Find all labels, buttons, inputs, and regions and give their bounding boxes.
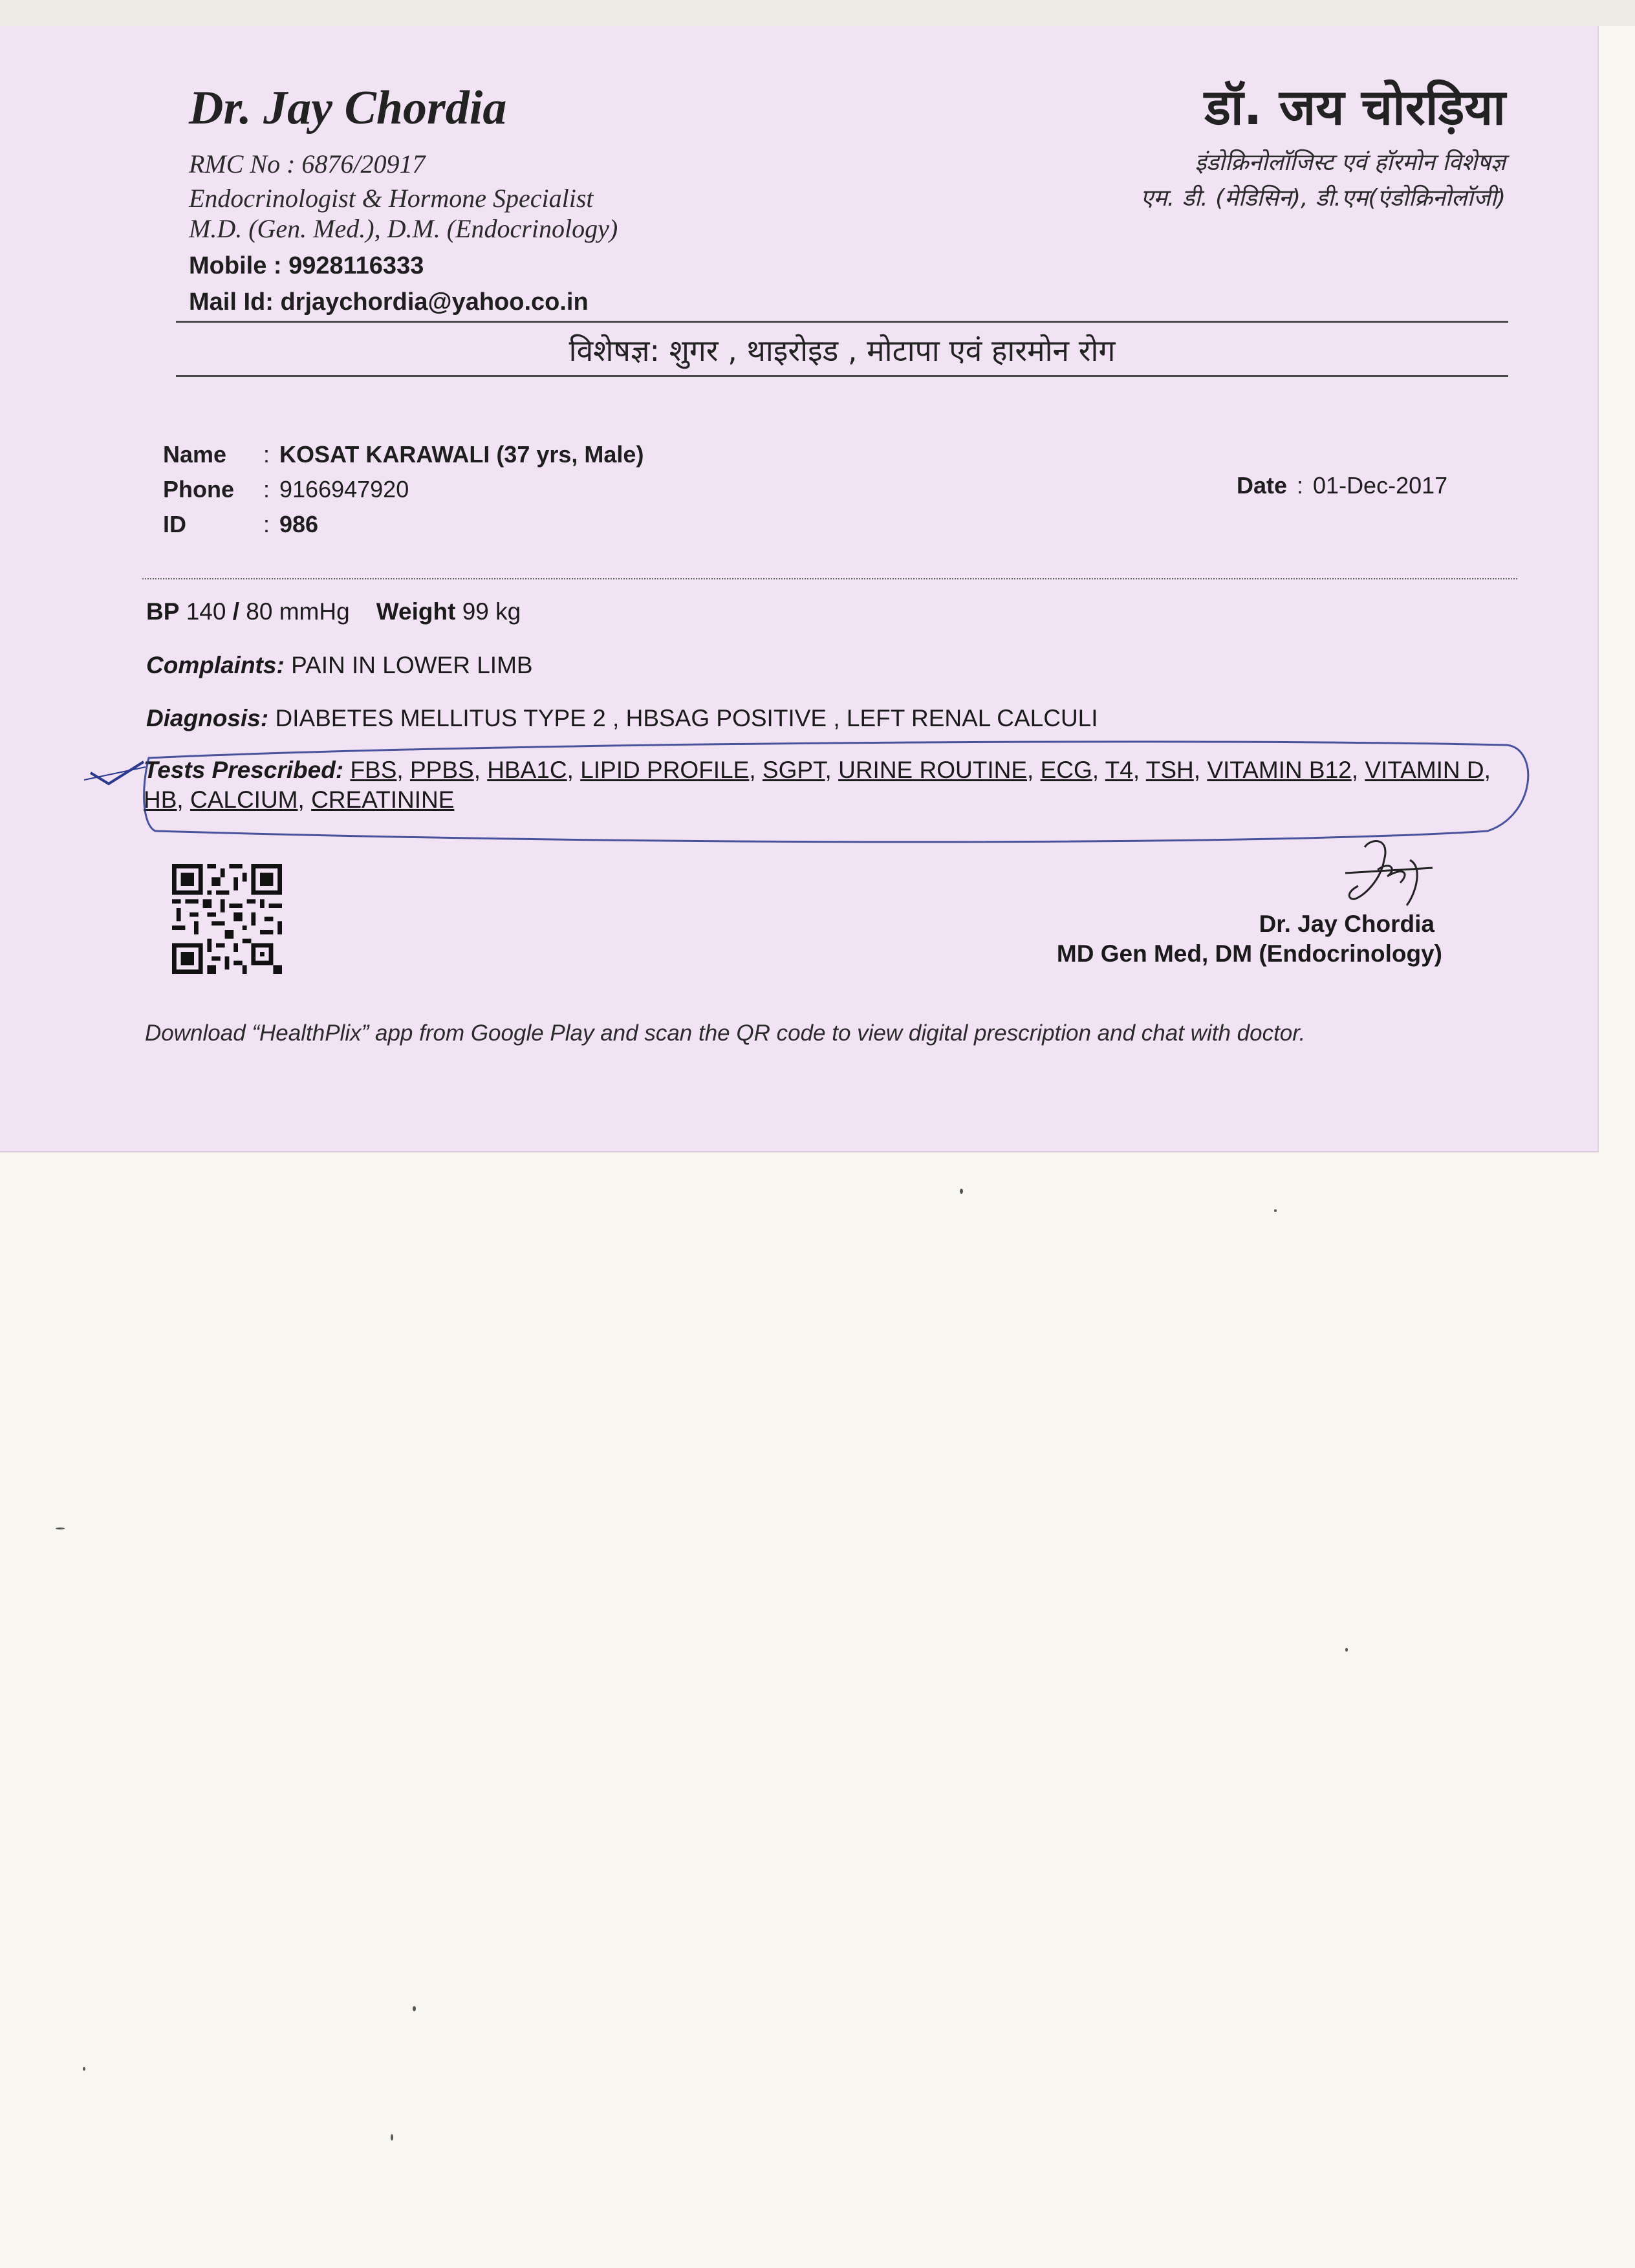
bp-diastolic: 80 mmHg [246, 598, 350, 625]
doctor-name-hi: डॉ. जय चोरड़िया [1204, 78, 1506, 136]
patient-phone-value: 9166947920 [279, 476, 409, 502]
bp-systolic: 140 [186, 598, 226, 625]
test-item: HBA1C [487, 757, 567, 783]
patient-name-value: KOSAT KARAWALI (37 yrs, Male) [279, 441, 644, 468]
doctor-mobile: Mobile : 9928116333 [189, 252, 424, 279]
doctor-specialty-en: Endocrinologist & Hormone Specialist [189, 184, 594, 213]
colon: : [263, 441, 270, 468]
doctor-email: Mail Id: drjaychordia@yahoo.co.in [189, 288, 589, 316]
signature-degree: MD Gen Med, DM (Endocrinology) [1056, 940, 1442, 967]
scan-speck [413, 2006, 416, 2011]
test-item: CALCIUM [189, 786, 298, 813]
scan-speck [391, 2134, 393, 2141]
test-item: PPBS [409, 757, 474, 783]
test-item: T4 [1105, 757, 1133, 783]
test-item: LIPID PROFILE [580, 757, 750, 783]
complaints-label: Complaints [146, 652, 277, 678]
scan-speck [83, 2067, 85, 2071]
test-item: FBS [350, 757, 397, 783]
scan-speck [1345, 1648, 1348, 1652]
specialties-banner: विशेषज्ञ: शुगर , थाइरोइड , मोटापा एवं हारमोन रोग [568, 333, 1116, 368]
patient-phone-label: Phone [163, 476, 235, 502]
tests-label: Tests Prescribed: [144, 757, 344, 783]
patient-id-value: 986 [279, 511, 319, 537]
scan-speck [56, 1528, 65, 1529]
scan-speck [960, 1189, 963, 1194]
doctor-name-en: Dr. Jay Chordia [189, 81, 507, 135]
test-item: ECG [1040, 757, 1092, 783]
rmc-number: RMC No : 6876/20917 [189, 149, 426, 178]
complaints-value: PAIN IN LOWER LIMB [291, 652, 533, 678]
diagnosis-row: Diagnosis: DIABETES MELLITUS TYPE 2 , HBSAG POSITIVE , LEFT RENAL CALCULI [146, 705, 1098, 731]
colon: : [263, 511, 270, 537]
scan-speck [1274, 1209, 1277, 1212]
pen-circle-annotation [0, 0, 1635, 905]
colon: : [1297, 472, 1304, 499]
date-label: Date [1237, 472, 1288, 499]
date-value: 01-Dec-2017 [1313, 472, 1448, 499]
bp-label: BP [146, 598, 180, 625]
patient-name-label: Name [163, 441, 227, 468]
doctor-signature [1319, 834, 1449, 912]
weight-value: 99 kg [462, 598, 521, 625]
test-item: VITAMIN B12 [1207, 757, 1352, 783]
test-item: SGPT [762, 757, 825, 783]
qr-code [172, 864, 282, 974]
test-item: HB [144, 786, 177, 813]
signature-name: Dr. Jay Chordia [1259, 911, 1435, 937]
test-item: TSH [1145, 757, 1194, 783]
complaints-row: Complaints: PAIN IN LOWER LIMB [146, 652, 533, 678]
bp-separator: / [232, 598, 239, 625]
diagnosis-value: DIABETES MELLITUS TYPE 2 , HBSAG POSITIVE , LEFT RENAL CALCULI [275, 705, 1098, 731]
diagnosis-label: Diagnosis [146, 705, 261, 731]
test-item: VITAMIN D [1365, 757, 1484, 783]
colon: : [263, 476, 270, 502]
doctor-specialty-hi: इंडोक्रिनोलॉजिस्ट एवं हॉरमोन विशेषज्ञ [1195, 149, 1506, 176]
patient-id-label: ID [163, 511, 186, 537]
doctor-degrees-en: M.D. (Gen. Med.), D.M. (Endocrinology) [189, 214, 618, 243]
test-item: URINE ROUTINE [838, 757, 1028, 783]
footer-note: Download “HealthPlix” app from Google Play and scan the QR code to view digital prescription and chat with doctor. [145, 1021, 1306, 1046]
tests-list: FBS, PPBS, HBA1C, LIPID PROFILE, SGPT, URINE ROUTINE, ECG, T4, TSH, VITAMIN B12, VITAMIN D, HB, CALCIUM, CREATININE [144, 757, 1491, 813]
test-item: CREATININE [311, 786, 455, 813]
weight-label: Weight [376, 598, 456, 625]
doctor-degrees-hi: एम. डी. (मेडिसिन), डी.एम(एंडोक्रिनोलॉजी) [1140, 185, 1506, 211]
